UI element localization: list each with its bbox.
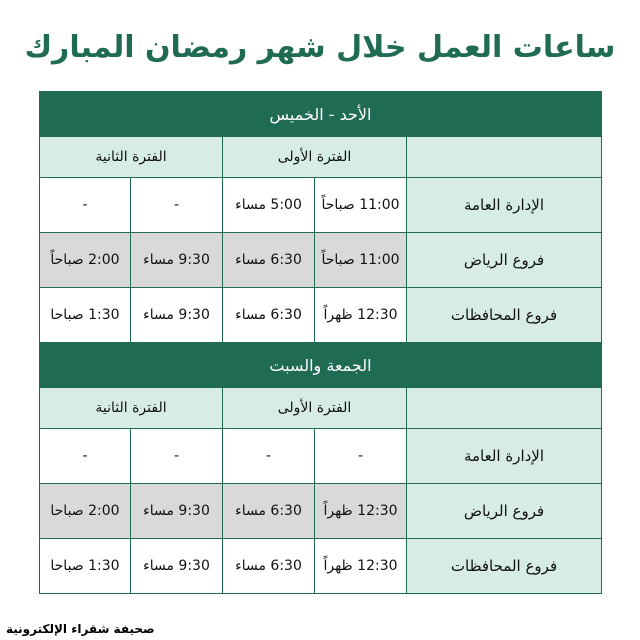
cell-p1-end: 6:30 مساء: [223, 539, 315, 594]
cell-p2-end: 1:30 صباحا: [40, 288, 131, 343]
cell-p1-end: 6:30 مساء: [223, 288, 315, 343]
cell-p2-start: -: [131, 178, 223, 233]
cell-p1-start: 12:30 ظهراً: [315, 539, 407, 594]
row-label: الإدارة العامة: [407, 429, 602, 484]
empty-header-cell: [407, 137, 602, 178]
cell-p1-end: -: [223, 429, 315, 484]
row-label: الإدارة العامة: [407, 178, 602, 233]
row-label: فروع الرياض: [407, 233, 602, 288]
cell-p1-start: 12:30 ظهراً: [315, 484, 407, 539]
table-row: [40, 539, 602, 594]
table-row: [40, 288, 602, 343]
table-row: [40, 429, 602, 484]
cell-p2-end: 2:00 صباحا: [40, 484, 131, 539]
table-row: [40, 484, 602, 539]
section-band-row: [40, 343, 602, 388]
period2-header: الفترة الثانية: [40, 388, 223, 429]
cell-p2-end: -: [40, 429, 131, 484]
section-band: الجمعة والسبت: [40, 343, 602, 388]
publisher-credit: صحيفة شقراء الإلكترونية: [6, 622, 155, 636]
cell-p1-start: 11:00 صباحاً: [315, 178, 407, 233]
cell-p2-end: -: [40, 178, 131, 233]
table-row: [40, 178, 602, 233]
row-label: فروع الرياض: [407, 484, 602, 539]
empty-header-cell: [407, 388, 602, 429]
cell-p2-start: -: [131, 429, 223, 484]
cell-p1-start: 12:30 ظهراً: [315, 288, 407, 343]
cell-p2-start: 9:30 مساء: [131, 539, 223, 594]
cell-p1-start: -: [315, 429, 407, 484]
cell-p1-end: 5:00 مساء: [223, 178, 315, 233]
cell-p2-end: 1:30 صباحا: [40, 539, 131, 594]
table-row: [40, 233, 602, 288]
period1-header: الفترة الأولى: [223, 137, 407, 178]
row-label: فروع المحافظات: [407, 539, 602, 594]
period-header-row: [40, 388, 602, 429]
cell-p1-end: 6:30 مساء: [223, 233, 315, 288]
hours-table: [39, 91, 602, 594]
section-band: الأحد - الخميس: [40, 92, 602, 137]
cell-p1-end: 6:30 مساء: [223, 484, 315, 539]
cell-p2-start: 9:30 مساء: [131, 233, 223, 288]
cell-p2-start: 9:30 مساء: [131, 288, 223, 343]
period2-header: الفترة الثانية: [40, 137, 223, 178]
period-header-row: [40, 137, 602, 178]
cell-p2-start: 9:30 مساء: [131, 484, 223, 539]
cell-p1-start: 11:00 صباحاً: [315, 233, 407, 288]
period1-header: الفترة الأولى: [223, 388, 407, 429]
section-band-row: [40, 92, 602, 137]
page-title: ساعات العمل خلال شهر رمضان المبارك: [24, 30, 616, 65]
row-label: فروع المحافظات: [407, 288, 602, 343]
cell-p2-end: 2:00 صباحاً: [40, 233, 131, 288]
